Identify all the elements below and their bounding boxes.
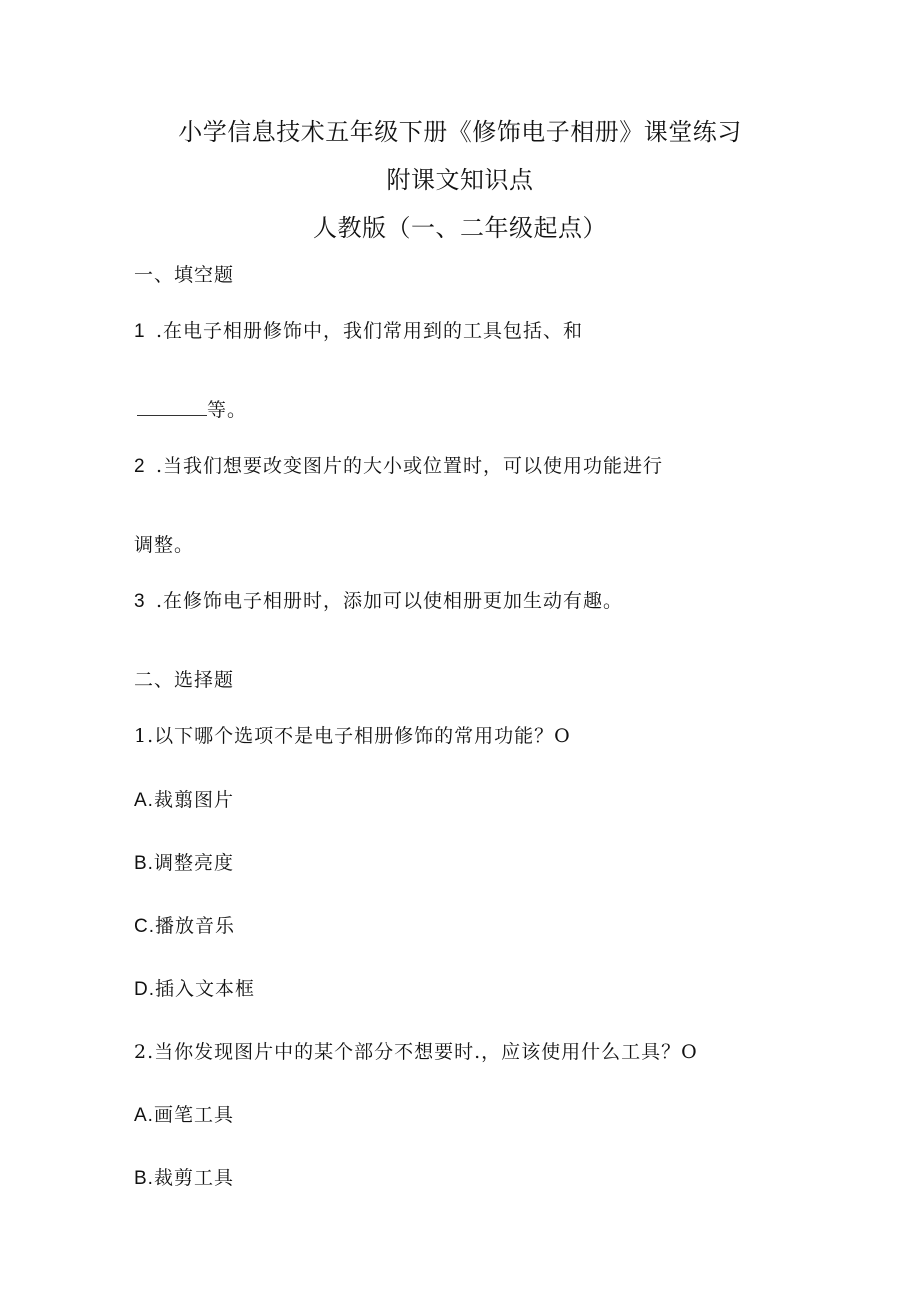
section-heading-fill-in: 一、填空题: [134, 264, 235, 286]
question-text: .在电子相册修饰中，我们常用到的工具包括、和: [156, 320, 584, 342]
choice-option: [134, 913, 235, 940]
option-text: 播放音乐: [155, 915, 236, 937]
document-title-line-2: 附课文知识点: [386, 166, 534, 194]
option-letter: B.: [134, 1168, 154, 1189]
option-text: 裁翦图片: [153, 789, 234, 811]
option-text: 画笔工具: [153, 1104, 234, 1126]
choice-option: [134, 1102, 234, 1129]
fill-question-1: [134, 318, 583, 345]
document-title-line-1: 小学信息技术五年级下册《修饰电子相册》课堂练习: [178, 118, 742, 146]
choice-option: [134, 976, 255, 1003]
option-text: 裁剪工具: [153, 1167, 234, 1189]
question-text: .当我们想要改变图片的大小或位置时，可以使用功能进行: [156, 455, 664, 477]
answer-blank: [137, 397, 207, 416]
option-letter: B.: [134, 853, 154, 874]
option-text: 调整亮度: [153, 852, 234, 874]
option-letter: D.: [134, 979, 155, 1000]
fill-question-1-continuation: [137, 397, 247, 423]
fill-question-2: [134, 453, 663, 480]
document-title-line-3: 人教版（一、二年级起点）: [313, 214, 607, 242]
option-letter: A.: [134, 790, 154, 811]
fill-question-3: [134, 588, 623, 615]
section-heading-multiple-choice: 二、选择题: [134, 669, 235, 691]
choice-option: [134, 787, 234, 814]
question-number: 2: [134, 456, 146, 477]
option-letter: A.: [134, 1105, 154, 1126]
question-number: 1: [134, 321, 146, 342]
choice-question-1-stem: 1.以下哪个选项不是电子相册修饰的常用功能？O: [134, 725, 571, 747]
option-text: 插入文本框: [155, 978, 256, 1000]
choice-option: [134, 850, 234, 877]
question-text-continuation: 等。: [207, 399, 248, 421]
question-number: 3: [134, 591, 146, 612]
choice-option: [134, 1165, 234, 1192]
choice-question-2-stem: 2.当你发现图片中的某个部分不想要时.，应该使用什么工具？O: [134, 1041, 698, 1063]
question-text: .在修饰电子相册时，添加可以使相册更加生动有趣。: [156, 590, 624, 612]
fill-question-2-continuation: 调整。: [134, 534, 195, 556]
option-letter: C.: [134, 916, 155, 937]
